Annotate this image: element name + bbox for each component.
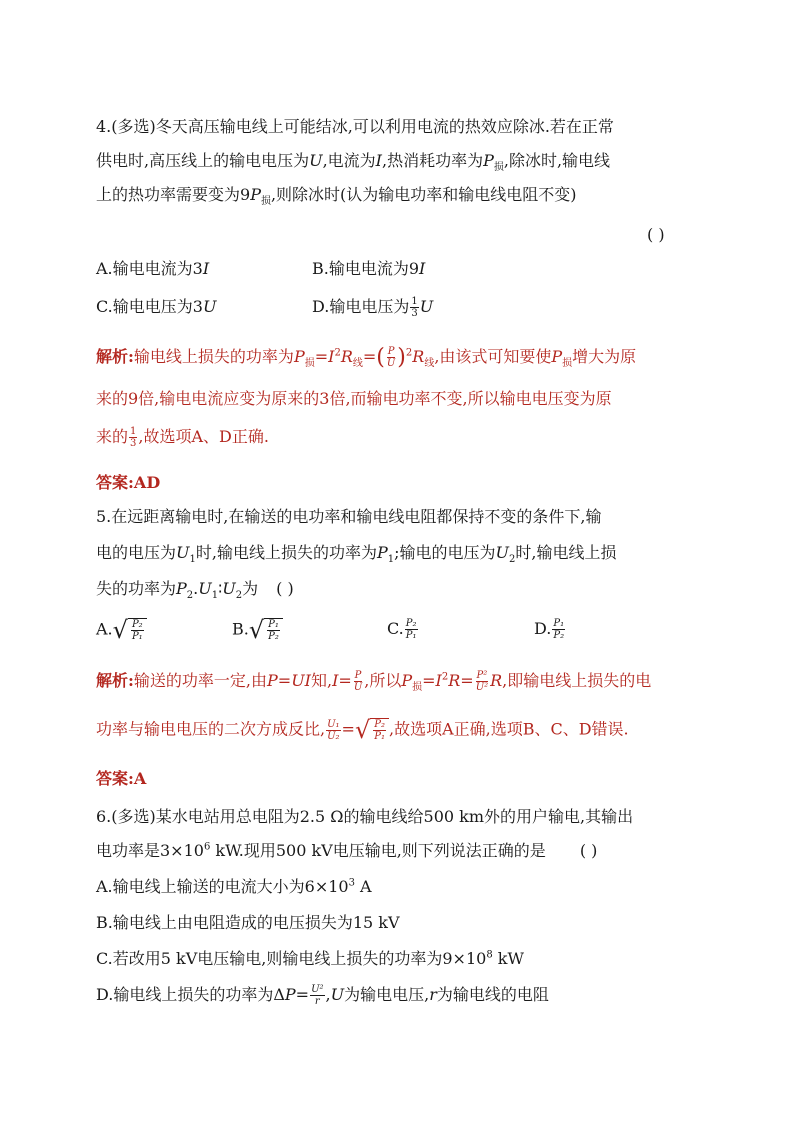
q4-answer-blank: ( ) (647, 225, 665, 244)
q5-stem-line3: 失的功率为$P_2.U_1∶U_2$为 ( ) (96, 579, 294, 602)
q5-stem-line2: 电的电压为$U_1$时,输电线上损失的功率为$P_1$;输电的电压为$U_2$时,输电线上损 (96, 543, 617, 566)
q5-answer-blank: ( ) (276, 579, 294, 598)
q4-option-c: C.输电电压为3U (96, 297, 217, 316)
q5-solution-line2: 功率与输电电压的二次方成反比, $\frac{\text{U₁}}{\text{U₂}}$ = √ $\frac{\text{P₂}}{\text{P₁}}$ ,故选项A正确,选项B、C、D错误. (96, 716, 629, 744)
q5-option-b: B. √ $\frac{\text{P₁}}{\text{P₂}}$ (232, 618, 283, 642)
q6-option-a: A.输电线上输送的电流大小为$6\times 10^3$ A (96, 877, 372, 896)
q4-solution-line1: 解析:输电线上损失的功率为$P_损=I^2R_线=$( $\frac{P}{U}$ )$^2R_线$,由该式可知要使$P_损$增大为原 (96, 344, 637, 370)
q6-answer-blank: ( ) (579, 841, 598, 860)
q5-option-a: A. √ $\frac{\text{P₂}}{\text{P₁}}$ (96, 618, 147, 642)
q6-option-c: C.若改用5 kV电压输电,则输电线上损失的功率为$9\times 10^8$ kW (96, 949, 524, 968)
q4-answer: 答案:AD (96, 473, 161, 492)
q5-option-d: D. $\frac{\text{P₁}}{\text{P₂}}$ (534, 618, 565, 641)
q4-stem-line2: 供电时,高压线上的输电电压为U,电流为I,热消耗功率为$P_损$,除冰时,输电线 (96, 151, 611, 174)
q5-stem-line1: 5.在远距离输电时,在输送的电功率和输电线电阻都保持不变的条件下,输 (96, 507, 602, 526)
q4-stem-line3: 上的热功率需要变为$9P_损$,则除冰时(认为输电功率和输电线电阻不变) (96, 185, 577, 208)
q4-solution-line2: 来的9倍,输电电流应变为原来的3倍,而输电功率不变,所以输电电压变为原 (96, 389, 612, 408)
q5-solution-line1: 解析:输送的功率一定,由P=UI知,I= $\frac{P}{U}$ ,所以$P_损=I^2R=$ $\frac{\text{P²}}{\text{U²}}$ R,即输电线上损失的电 (96, 670, 652, 694)
q5-answer: 答案:A (96, 769, 147, 788)
q5-option-c: C. $\frac{\text{P₂}}{\text{P₁}}$ (387, 618, 417, 641)
q4-solution-line3: 来的 $\frac{1}{3}$ ,故选项A、D正确. (96, 426, 269, 449)
q6-stem-line2: 电功率是$3\times 10^6$ kW.现用500 kV电压输电,则下列说法正确的是 ( ) (96, 841, 598, 860)
q4-option-d: D.输电电压为 $\frac{1}{3}$ U (312, 296, 434, 319)
q6-option-b: B.输电线上由电阻造成的电压损失为15 kV (96, 913, 400, 932)
q6-stem-line1: 6.(多选)某水电站用总电阻为2.5 Ω的输电线给500 km外的用户输电,其输出 (96, 807, 634, 826)
q6-option-d: D.输电线上损失的功率为ΔP= $\frac{\text{U²}}{r}$ ,U为输电电压,r为输电线的电阻 (96, 984, 549, 1007)
q4-option-a: A.输电电流为3I (96, 259, 210, 278)
q4-option-b: B.输电电流为9I (312, 259, 426, 278)
q4-stem-line1: 4.(多选)冬天高压输电线上可能结冰,可以利用电流的热效应除冰.若在正常 (96, 117, 614, 136)
